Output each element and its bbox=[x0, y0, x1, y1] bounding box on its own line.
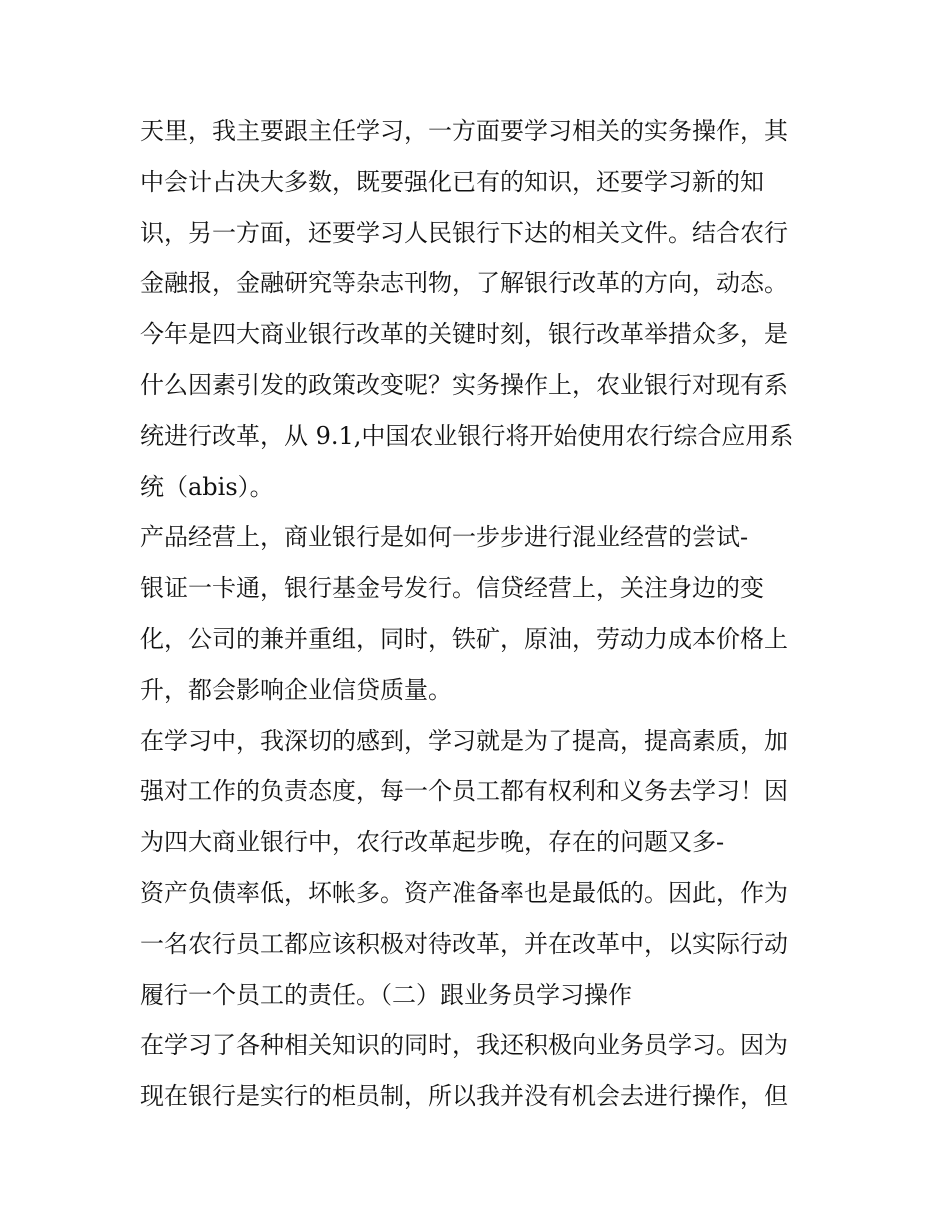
text-line: 强对工作的负责态度，每一个员工都有权利和义务去学习！因 bbox=[140, 777, 788, 806]
text-line: 资产负债率低，坏帐多。资产准备率也是最低的。因此，作为 bbox=[140, 878, 788, 907]
text-line: 在学习了各种相关知识的同时，我还积极向业务员学习。因为 bbox=[140, 1031, 788, 1060]
text-line: 天里，我主要跟主任学习，一方面要学习相关的实务操作，其 bbox=[140, 117, 788, 145]
text-line: 识，另一方面，还要学习人民银行下达的相关文件。结合农行 bbox=[140, 218, 788, 247]
text-line: 现在银行是实行的柜员制，所以我并没有机会去进行操作，但 bbox=[140, 1082, 788, 1111]
text-line: 金融报，金融研究等杂志刊物，了解银行改革的方向，动态。 bbox=[140, 269, 788, 298]
body-text bbox=[140, 106, 820, 1122]
text-line: 统（abis）。 bbox=[140, 472, 274, 501]
text-line: 中会计占决大多数，既要强化已有的知识，还要学习新的知 bbox=[140, 167, 764, 196]
text-line: 升，都会影响企业信贷质量。 bbox=[140, 675, 452, 704]
text-line: 今年是四大商业银行改革的关键时刻，银行改革举措众多，是 bbox=[140, 320, 788, 349]
text-line: 为四大商业银行中，农行改革起步晚，存在的问题又多- bbox=[140, 828, 725, 857]
text-line: 银证一卡通，银行基金号发行。信贷经营上，关注身边的变 bbox=[140, 574, 764, 603]
text-line: 履行一个员工的责任。（二）跟业务员学习操作 bbox=[140, 980, 632, 1009]
text-line: 化，公司的兼并重组，同时，铁矿，原油，劳动力成本价格上 bbox=[140, 624, 788, 653]
text-line: 统进行改革，从 9.1,中国农业银行将开始使用农行综合应用系 bbox=[140, 421, 794, 450]
text-line: 什么因素引发的政策改变呢？实务操作上，农业银行对现有系 bbox=[140, 370, 788, 399]
text-line: 一名农行员工都应该积极对待改革，并在改革中，以实际行动 bbox=[140, 929, 788, 958]
text-line: 产品经营上，商业银行是如何一步步进行混业经营的尝试- bbox=[140, 523, 749, 552]
text-line: 在学习中，我深切的感到，学习就是为了提高，提高素质，加 bbox=[140, 726, 788, 755]
